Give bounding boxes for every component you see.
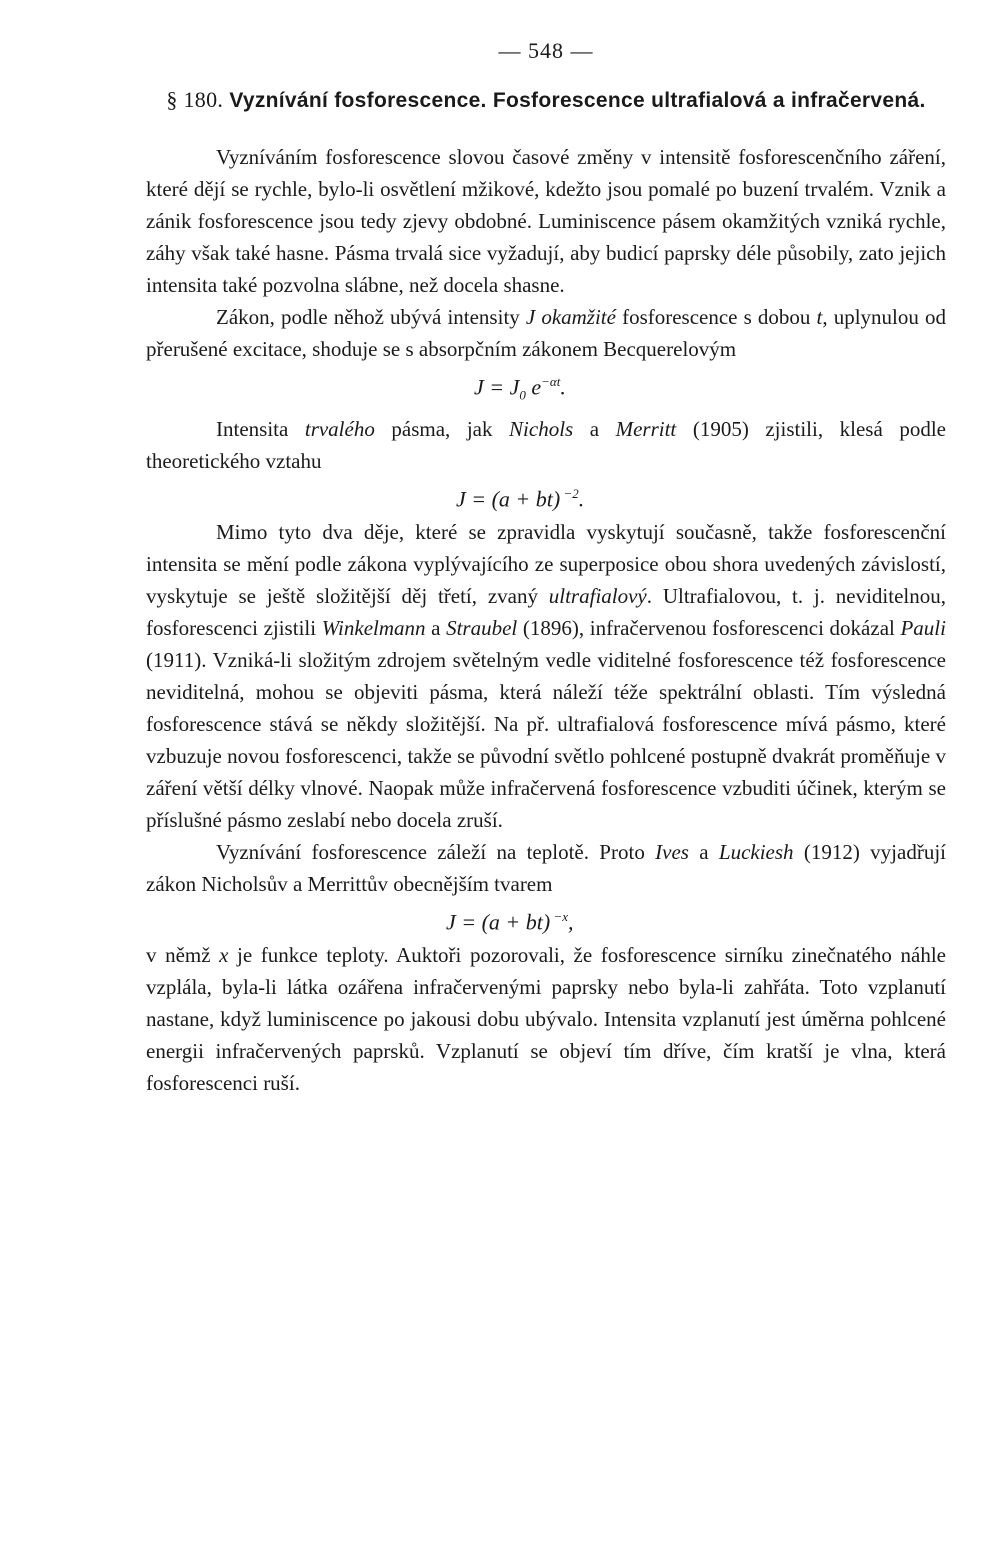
paragraph-5: Vyznívání fosforescence záleží na teplotě. Proto Ives a Luckiesh (1912) vyjadřují zákon Nicholsův a Merrittův obecnějším tvarem [146,840,946,897]
section-title: Vyznívání fosforescence. Fosforescence ultrafialová a infračervená. [229,89,926,112]
paragraph-6: v němž x je funkce teploty. Auktoři pozorovali, že fosforescence sirníku zinečnatého náhle vzplála, byla-li látka ozářena infračervenými paprsky nebo byla-li zahřáta. Toto vzplanutí nastane, když luminiscence po jakousi dobu ubývalo. Intensita vzplanutí jest úměrna pohlcené energii infračervených paprsků. Vzplanutí se objeví tím dříve, čím kratší je vlna, která fosforescenci ruší. [146,943,946,1096]
equation-becquerel: $J = J_0$ $e^{-\alpha t}$. [474,374,566,403]
paragraph-4: Mimo tyto dva děje, které se zpravidla vyskytují současně, takže fosforescenční intensita se mění podle zákona vyplývajícího ze superposice obou shora uvedených závislostí, vyskytuje se ještě složitější děj třetí, zvaný ultrafialový. Ultrafialovou, t. j. neviditelnou, fosforescenci zjistili Winkelmann a Straubel (1896), infračervenou fosforescenci dokázal Pauli (1911). Vzniká-li složitým zdrojem světelným vedle viditelné fosforescence též fosforescence neviditelná, mohou se objeviti pásma, která náleží téže spektrální oblasti. Tím výsledná fosforescence stává se někdy složitější. Na př. ultrafialová fosforescence mívá pásmo, které vzbuzuje novou fosforescenci, takže se původní světlo pohlcené postupně dvakrát proměňuje v záření větší délky vlnové. Naopak může infračervená fosforescence vzbuditi účinek, kterým se příslušné pásmo zeslabí nebo docela zruší. [146,520,946,833]
page-number: — 548 — [498,38,594,63]
paragraph-2: Zákon, podle něhož ubývá intensity J okamžité fosforescence s dobou t, uplynulou od přerušené excitace, shoduje se s absorpčním zákonem Becquerelovým [146,305,946,361]
section-number: § 180. [166,87,224,112]
paragraph-3: Intensita trvalého pásma, jak Nichols a Merritt (1905) zjistili, klesá podle theoretického vztahu [146,416,946,473]
document-page [146,38,946,1099]
section-heading [146,86,946,115]
equation-ives-luckiesh: J = (a + bt) $^{-x}$, [446,909,574,935]
paragraph-1: Vyzníváním fosforescence slovou časové změny v intensitě fosforescenčního záření, které dějí se rychle, bylo-li osvětlení mžikové, kdežto jsou pomalé po buzení trvalém. Vznik a zánik fosforescence jsou tedy zjevy obdobné. Luminiscence pásem okamžitých vzniká rychle, záhy však také hasne. Pásma trvalá sice vyžadují, aby budicí paprsky déle působily, zato jejich intensita také pozvolna slábne, než docela shasne. [146,145,946,297]
equation-nichols-merritt: J = (a + bt) $^{-2}$. [456,485,585,512]
